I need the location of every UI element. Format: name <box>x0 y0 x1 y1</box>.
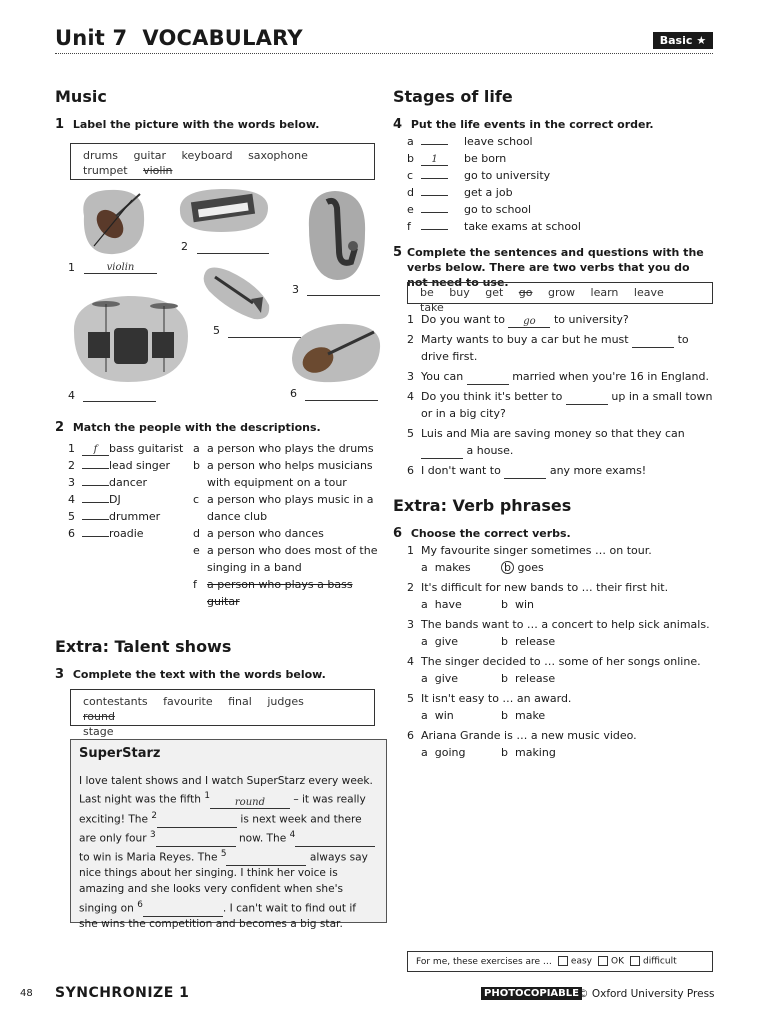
section-heading-stages-of-life: Stages of life <box>393 87 513 106</box>
word-box-instruments <box>70 143 375 180</box>
sentence-list <box>407 311 713 482</box>
copyright-text: © Oxford University Press <box>578 988 715 1000</box>
order-answer-field[interactable] <box>421 184 448 196</box>
label-number: 1 <box>68 261 75 274</box>
panel-title: SuperStarz <box>79 746 161 761</box>
unit-title <box>55 26 303 50</box>
descriptions-list <box>193 440 378 610</box>
life-events-list <box>407 133 707 235</box>
list-item: c a person who plays music in a dance club <box>193 493 374 523</box>
list-item: 1 f bass guitarist <box>68 442 184 455</box>
gap-field-5[interactable] <box>226 854 306 866</box>
word: stage <box>83 725 114 738</box>
list-item: 3 dancer <box>68 476 148 489</box>
option-b[interactable]: b win <box>501 598 535 611</box>
list-item: d a person who dances <box>193 527 324 540</box>
brand-logo: SYNCHRONIZE 1 <box>55 985 190 1001</box>
word: learn <box>590 286 619 299</box>
order-answer-field[interactable] <box>421 167 448 179</box>
match-answer-field[interactable] <box>82 525 109 537</box>
option-b[interactable]: b making <box>501 746 556 759</box>
list-item: a a person who plays the drums <box>193 442 374 455</box>
list-item: 6 Ariana Grande is … a new music video. a going b making <box>407 729 637 759</box>
photocopiable-badge: PHOTOCOPIABLE <box>481 987 582 1000</box>
exercise-1-instruction: 1 Label the picture with the words below. <box>55 117 320 132</box>
order-answer-field[interactable]: 1 <box>421 154 448 166</box>
verb-answer-field[interactable] <box>421 447 463 459</box>
option-a[interactable]: a makes <box>421 561 471 574</box>
verb-answer-field[interactable] <box>467 373 509 385</box>
list-item: 2 It's difficult for new bands to … their first hit. a have b win <box>407 581 669 611</box>
option-b[interactable]: b release <box>501 672 556 685</box>
word: judges <box>267 695 304 708</box>
option-easy[interactable]: easy <box>558 956 592 967</box>
match-answer-field[interactable] <box>82 491 109 503</box>
list-item: 4 DJ <box>68 493 121 506</box>
option-a[interactable]: a give <box>421 635 459 648</box>
gap-field-1[interactable]: round <box>210 797 290 809</box>
list-item: b a person who helps musicians with equipment on a tour <box>193 459 373 489</box>
match-answer-field[interactable]: f <box>82 444 109 456</box>
gap-field-3[interactable] <box>156 835 236 847</box>
list-item: 4 Do you think it's better to up in a small town or in a big city? <box>407 390 713 420</box>
list-item: 5 Luis and Mia are saving money so that they can a house. <box>407 427 685 457</box>
order-answer-field[interactable] <box>421 133 448 145</box>
match-answer-field[interactable] <box>82 457 109 469</box>
list-item: 3 You can married when you're 16 in England. <box>407 370 709 383</box>
verb-choice-list <box>407 542 713 764</box>
self-evaluation-prompt: For me, these exercises are … <box>416 956 552 967</box>
word: favourite <box>163 695 213 708</box>
order-answer-field[interactable] <box>421 218 448 230</box>
word: buy <box>449 286 470 299</box>
checkbox[interactable] <box>630 956 640 966</box>
violin-picture <box>74 186 148 258</box>
list-item: e go to school <box>407 203 532 216</box>
verb-answer-field[interactable]: go <box>508 316 550 328</box>
section-heading-music: Music <box>55 87 107 106</box>
list-item: e a person who does most of the singing in a band <box>193 544 378 574</box>
star-icon: ★ <box>696 34 707 47</box>
label-number: 3 <box>292 283 299 296</box>
trumpet-picture <box>199 261 273 323</box>
page-number: 48 <box>20 988 33 999</box>
label-answer-field[interactable] <box>307 284 380 296</box>
option-a[interactable]: a win <box>421 709 454 722</box>
list-item: 6 roadie <box>68 527 144 540</box>
option-ok[interactable]: OK <box>598 956 624 967</box>
level-label: Basic <box>659 34 693 47</box>
saxophone-picture <box>305 188 369 284</box>
list-item: d get a job <box>407 186 513 199</box>
option-a[interactable]: a going <box>421 746 466 759</box>
drums-picture <box>68 292 192 384</box>
word-struck: round <box>83 710 115 723</box>
keyboard-picture <box>176 186 270 234</box>
word: get <box>485 286 504 299</box>
label-number: 6 <box>290 387 297 400</box>
checkbox[interactable] <box>598 956 608 966</box>
word-struck: go <box>518 286 533 299</box>
gap-field-4[interactable] <box>295 835 375 847</box>
list-item: 2 Marty wants to buy a car but he must to drive first. <box>407 333 689 363</box>
exercise-3-instruction: 3 Complete the text with the words below. <box>55 667 326 682</box>
word-box-talent <box>70 689 375 738</box>
circled-choice: b <box>501 561 514 574</box>
word: final <box>228 695 252 708</box>
title-divider <box>55 53 713 54</box>
label-answer-field[interactable] <box>197 242 269 254</box>
list-item: c go to university <box>407 169 551 182</box>
option-a[interactable]: a have <box>421 598 462 611</box>
unit-heading: VOCABULARY <box>142 26 303 50</box>
label-number: 5 <box>213 324 220 337</box>
word-struck: violin <box>143 164 173 177</box>
list-item: 1 My favourite singer sometimes … on tour. a makes b goes <box>407 544 652 574</box>
word: drums <box>83 149 118 162</box>
word: grow <box>548 286 576 299</box>
option-b[interactable]: b make <box>501 709 546 722</box>
match-answer-field[interactable] <box>82 508 109 520</box>
guitar-picture <box>288 318 384 386</box>
section-heading-talent-shows: Extra: Talent shows <box>55 637 232 656</box>
exercise-2-instruction: 2 Match the people with the descriptions. <box>55 420 321 435</box>
checkbox[interactable] <box>558 956 568 966</box>
self-evaluation-box <box>407 951 713 972</box>
list-item: 4 The singer decided to … some of her songs online. a give b release <box>407 655 701 685</box>
option-a[interactable]: a give <box>421 672 459 685</box>
level-badge <box>653 32 713 49</box>
list-item: 1 Do you want to go to university? <box>407 313 629 327</box>
list-item: f take exams at school <box>407 220 581 233</box>
word: guitar <box>133 149 167 162</box>
word: contestants <box>83 695 148 708</box>
exercise-4-instruction: 4 Put the life events in the correct order. <box>393 117 654 132</box>
option-b[interactable]: b release <box>501 635 556 648</box>
list-item: 6 I don't want to any more exams! <box>407 464 647 477</box>
verb-answer-field[interactable] <box>566 393 608 405</box>
word-box-verbs <box>407 282 713 314</box>
option-difficult[interactable]: difficult <box>630 956 677 967</box>
list-item: a leave school <box>407 135 533 148</box>
word: leave <box>633 286 664 299</box>
word: be <box>420 286 434 299</box>
list-item: f a person who plays a bass guitar <box>193 578 353 608</box>
list-item: 3 The bands want to … a concert to help sick animals. a give b release <box>407 618 710 648</box>
unit-number: Unit 7 <box>55 26 128 50</box>
word: keyboard <box>181 149 233 162</box>
superstarz-text-panel <box>70 739 387 930</box>
section-heading-verb-phrases: Extra: Verb phrases <box>393 496 572 515</box>
verb-answer-field[interactable] <box>504 467 546 479</box>
gap-field-6[interactable] <box>143 905 223 917</box>
list-item: 5 It isn't easy to … an award. a win b make <box>407 692 572 722</box>
exercise-5-instruction: 5 Complete the sentences and questions with the verbs below. There are two verbs that you do not need to use. <box>393 245 704 289</box>
order-answer-field[interactable] <box>421 201 448 213</box>
option-b[interactable]: b goes <box>501 561 544 574</box>
people-list <box>68 440 193 542</box>
label-number: 2 <box>181 240 188 253</box>
word: take <box>420 301 444 314</box>
list-item: b 1 be born <box>407 152 507 165</box>
label-answer-field[interactable] <box>305 389 378 401</box>
label-answer-field[interactable] <box>83 390 156 402</box>
exercise-6-instruction: 6 Choose the correct verbs. <box>393 526 571 541</box>
story-text: I love talent shows and I watch SuperStarz every week. Last night was the fifth $^1$round – it was really exciting! The $^2$ is next week and there are only four $^3$ now. The $^4$ to win is Maria Reyes. The $^5$ always say nice things about her singing. I think her voice is amazing and she looks very confident when she's singing on $^6$ . I can't wait to find out if she wins the competition and becomes a big star. <box>79 774 378 933</box>
label-answer-field[interactable]: violin <box>84 262 157 274</box>
word: trumpet <box>83 164 128 177</box>
gap-field-2[interactable] <box>157 816 237 828</box>
verb-answer-field[interactable] <box>632 336 674 348</box>
label-number: 4 <box>68 389 75 402</box>
list-item: 2 lead singer <box>68 459 171 472</box>
list-item: 5 drummer <box>68 510 161 523</box>
match-answer-field[interactable] <box>82 474 109 486</box>
word: saxophone <box>248 149 308 162</box>
